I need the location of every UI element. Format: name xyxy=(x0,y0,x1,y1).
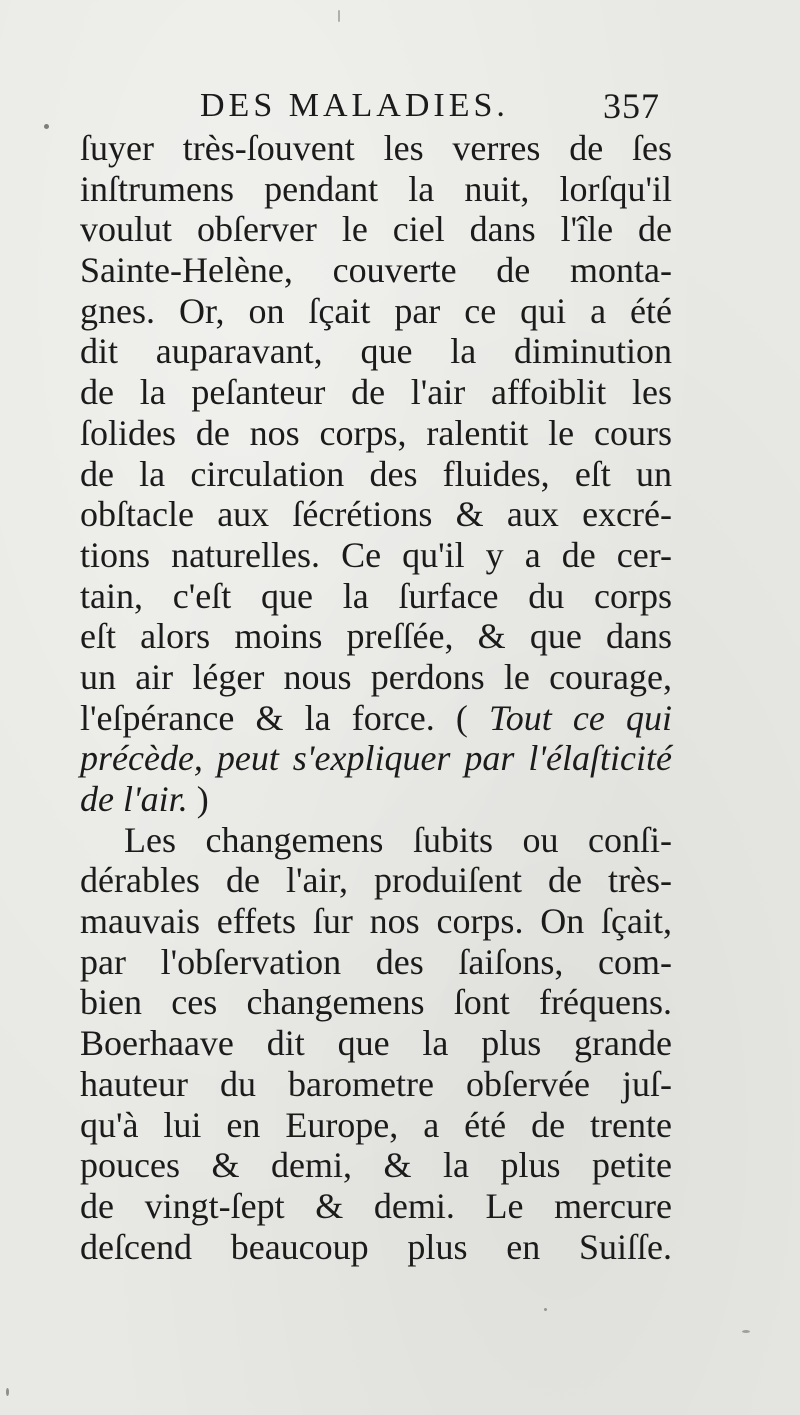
text-line: de la circulation des fluides, eſt un xyxy=(80,453,672,494)
running-title: DES MALADIES. xyxy=(200,87,509,124)
text-line: Sainte-Helène, couverte de monta- xyxy=(80,250,672,291)
paper-speck xyxy=(338,10,340,22)
paper-speck xyxy=(6,1388,9,1396)
text-line: hauteur du barometre obſervée juſ- xyxy=(80,1063,672,1104)
text-line: obſtacle aux ſécrétions & aux excré- xyxy=(80,494,672,535)
italic-segment: de l'air. xyxy=(80,779,188,819)
text-line: par l'obſervation des ſaiſons, com- xyxy=(80,941,672,982)
text-line-italic xyxy=(80,738,672,779)
text-line: tain, c'eſt que la ſurface du corps xyxy=(80,575,672,616)
text-line: deſcend beaucoup plus en Suiſſe. xyxy=(80,1226,672,1267)
paper-speck xyxy=(44,124,49,129)
text-line: inſtrumens pendant la nuit, lorſqu'il xyxy=(80,168,672,209)
text-line: dérables de l'air, produiſent de très- xyxy=(80,860,672,901)
paper-speck xyxy=(544,1308,547,1311)
text-line-mixed xyxy=(80,779,672,820)
text-line: tions naturelles. Ce qu'il y a de cer- xyxy=(80,534,672,575)
page-number: 357 xyxy=(603,86,660,126)
text-line: ſuyer très-ſouvent les verres de ſes xyxy=(80,128,672,168)
text-line: Boerhaave dit que la plus grande xyxy=(80,1023,672,1064)
italic-segment: Tout ce qui xyxy=(489,697,672,738)
text-line: pouces & demi, & la plus petite xyxy=(80,1145,672,1186)
roman-segment: ) xyxy=(187,779,209,819)
text-line: mauvais effets ſur nos corps. On ſçait, xyxy=(80,901,672,942)
text-line: de la peſanteur de l'air affoiblit les xyxy=(80,372,672,413)
text-line: bien ces changemens ſont fréquens. xyxy=(80,982,672,1023)
text-line: gnes. Or, on ſçait par ce qui a été xyxy=(80,290,672,331)
text-line: Les changemens ſubits ou conſi- xyxy=(124,819,672,860)
text-line: un air léger nous perdons le courage, xyxy=(80,656,672,697)
roman-segment: l'eſpérance & la force. ( xyxy=(80,697,490,738)
body-text xyxy=(80,128,672,1267)
page-header xyxy=(200,84,660,128)
italic-segment: précède, peut s'expliquer par l'élaſticité xyxy=(80,738,672,779)
paper-speck xyxy=(742,1330,750,1333)
text-line: qu'à lui en Europe, a été de trente xyxy=(80,1104,672,1145)
text-line: de vingt-ſept & demi. Le mercure xyxy=(80,1185,672,1226)
text-line-mixed xyxy=(80,698,672,739)
text-line: eſt alors moins preſſée, & que dans xyxy=(80,616,672,657)
text-line: ſolides de nos corps, ralentit le cours xyxy=(80,412,672,453)
text-line: dit auparavant, que la diminution xyxy=(80,331,672,372)
text-line: voulut obſerver le ciel dans l'île de xyxy=(80,209,672,250)
